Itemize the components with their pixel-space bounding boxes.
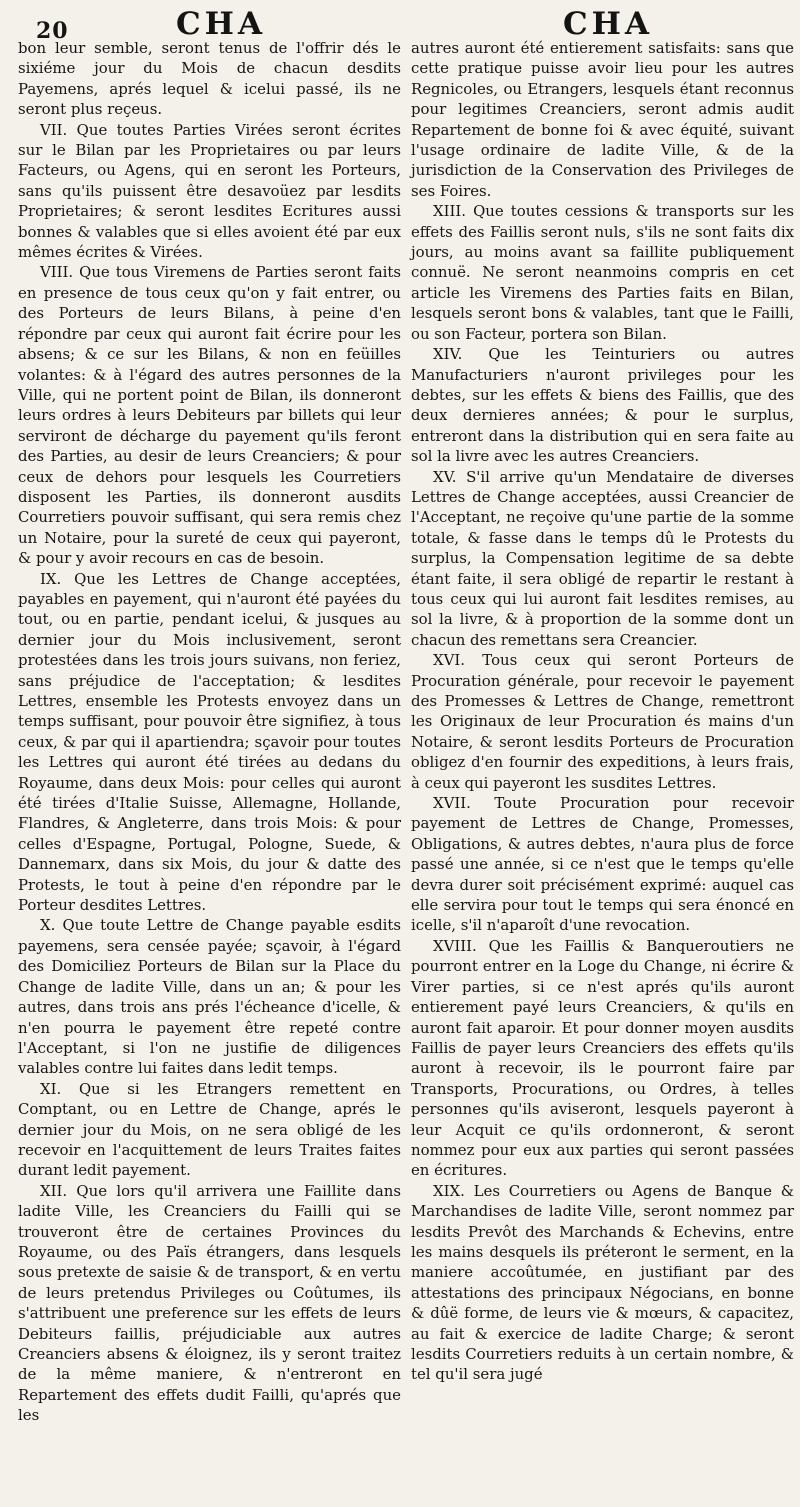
article-ix: IX. Que les Lettres de Change acceptées, payables en payement, qui n'auront été payées du tout, ou en partie, pendant icelui, & jusques au dernier jour du Mois inclusivement, seront protestées dans les trois jours suivans, non feriez, sans préjudice de l'acceptation; & lesdites Lettres, ensemble les Protests envoyez dans un temps suffisant, pour pouvoir être signifiez, à tous ceux, & par qui il apartiendra; sçavoir pour toutes les Lettres qui auront été tirées au dedans du Royaume, dans deux Mois: pour celles qui auront été tirées d'Italie Suisse, Allemagne, Hollande, Flandres, & Angleterre, dans trois Mois: & pour celles d'Espagne, Portugal, Pologne, Suede, & Dannemarx, dans six Mois, du jour & datte des Protests, le tout à peine d'en répondre par le Porteur desdites Lettres. (18, 569, 401, 915)
right-column (411, 38, 794, 1426)
left-running-title: CHA (176, 6, 267, 42)
article-xii: XII. Que lors qu'il arrivera une Faillite dans ladite Ville, les Creanciers du Failli qui se trouveront être de certaines Provinces du Royaume, ou des Païs étrangers, dans lesquels sous pretexte de saisie & de transport, & en vertu de leurs pretendus Privileges ou Coûtumes, ils s'attribuent une preference sur les effets de leurs Debiteurs faillis, préjudiciable aux autres Creanciers absens & éloignez, ils y seront traitez de la même maniere, & n'entreront en Repartement des effets dudit Failli, qu'aprés que les (18, 1181, 401, 1425)
article-xiv: XIV. Que les Teinturiers ou autres Manufacturiers n'auront privileges pour les debtes, sur les effets & biens des Faillis, que des deux dernieres années; & pour le surplus, entreront dans la distribution qui en sera faite au sol la livre avec les autres Creanciers. (411, 345, 794, 466)
article-xiii: XIII. Que toutes cessions & transports sur les effets des Faillis seront nuls, s'ils ne sont faits dix jours, au moins avant sa faillite publiquement connuë. Ne seront neanmoins compris en cet article les Viremens des Parties faits en Bilan, lesquels seront bons & valables, tant que le Failli, ou son Facteur, portera son Bilan. (411, 202, 794, 343)
text-columns (18, 38, 794, 1426)
paragraph-continuation: autres auront été entierement satisfaits: sans que cette pratique puisse avoir lieu pour les autres Regnicoles, ou Etrangers, lesquels étant reconnus pour legitimes Creanciers, seront admis audit Repartement de bonne foi & avec équité, suivant l'usage ordinaire de ladite Ville, & de la jurisdiction de la Conservation des Privileges de ses Foires. (411, 39, 794, 200)
article-viii: VIII. Que tous Viremens de Parties seront faits en presence de tous ceux qu'on y fait entrer, ou des Porteurs de leurs Bilans, à peine d'en répondre par ceux qui auront fait écrire pour les absens; & ce sur les Bilans, & non en feüilles volantes: & à l'égard des autres personnes de la Ville, qui ne portent point de Bilan, ils donneront leurs ordres à leurs Debiteurs par billets qui leur serviront de décharge du payement qu'ils feront des Parties, au desir de leurs Creanciers; & pour ceux de dehors pour lesquels les Courretiers disposent les Parties, ils donneront ausdits Courretiers pouvoir suffisant, qui sera remis chez un Notaire, pour la sureté de ceux qui payeront, & pour y avoir recours en cas de besoin. (18, 263, 401, 568)
page-number: 20 (36, 18, 69, 44)
right-running-title: CHA (563, 6, 654, 42)
article-vii: VII. Que toutes Parties Virées seront écrites sur le Bilan par les Proprietaires ou par leurs Facteurs, ou Agens, qui en seront les Porteurs, sans qu'ils puissent être desavoüez par lesdits Proprietaires; & seront lesdites Ecritures aussi bonnes & valables que si elles avoient été par eux mêmes écrites & Virées. (18, 120, 401, 262)
running-header (18, 0, 794, 44)
article-xix: XIX. Les Courretiers ou Agens de Banque & Marchandises de ladite Ville, seront nommez par lesdits Prevôt des Marchands & Echevins, entre les mains desquels ils préteront le serment, en la maniere accoûtumée, en justifiant par des attestations des principaux Négocians, en bonne & dûë forme, de leurs vie & mœurs, & capacitez, au fait & exercice de ladite Charge; & seront lesdits Courretiers reduits à un certain nombre, & tel qu'il sera jugé (411, 1181, 794, 1384)
paragraph-continuation: bon leur semble, seront tenus de l'offrir dés le sixiéme jour du Mois de chacun desdits Payemens, aprés lequel & icelui passé, ils ne seront plus reçeus. (18, 39, 401, 119)
article-xvii: XVII. Toute Procuration pour recevoir payement de Lettres de Change, Promesses, Obligations, & autres debtes, n'aura plus de force passé une année, si ce n'est que le temps qu'elle devra durer soit précisément exprimé: auquel cas elle servira pour tout le temps qui sera énoncé en icelle, s'il n'aparoît d'une revocation. (411, 794, 794, 935)
article-x: X. Que toute Lettre de Change payable esdits payemens, sera censée payée; sçavoir, à l'égard des Domiciliez Porteurs de Bilan sur la Place du Change de ladite Ville, dans un an; & pour les autres, dans trois ans prés l'écheance d'icelle, & n'en pourra le payement être repeté contre l'Acceptant, si l'on ne justifie de diligences valables contre lui faites dans ledit temps. (18, 916, 401, 1078)
article-xviii: XVIII. Que les Faillis & Banqueroutiers ne pourront entrer en la Loge du Change, ni écrire & Virer parties, si ce n'est aprés qu'ils auront entierement payé leurs Creanciers, & qu'ils en auront fait aparoir. Et pour donner moyen ausdits Faillis de payer leurs Creanciers des effets qu'ils auront à recevoir, ils le pourront faire par Transports, Procurations, ou Ordres, à telles personnes qu'ils aviseront, lesquels payeront à leur Acquit ce qu'ils ordonneront, & seront nommez pour eux aux parties qui seront passées en écritures. (411, 936, 794, 1180)
left-column (18, 38, 401, 1426)
article-xvi: XVI. Tous ceux qui seront Porteurs de Procuration générale, pour recevoir le payement des Promesses & Lettres de Change, remettront les Originaux de leur Procuration és mains d'un Notaire, & seront lesdits Porteurs de Procuration obligez d'en fournir des expeditions, à leurs frais, à ceux qui payeront les susdites Lettres. (411, 651, 794, 792)
article-xi: XI. Que si les Etrangers remettent en Comptant, ou en Lettre de Change, aprés le dernier jour du Mois, on ne sera obligé de les recevoir en l'acquittement de leurs Traites faites durant ledit payement. (18, 1079, 401, 1180)
article-xv: XV. S'il arrive qu'un Mendataire de diverses Lettres de Change acceptées, aussi Creancier de l'Acceptant, ne reçoive qu'une partie de la somme totale, & fasse dans le temps dû le Protests du surplus, la Compensation legitime de sa debte étant faite, il sera obligé de repartir le restant à tous ceux qui lui auront fait lesdites remises, au sol la livre, & à proportion de la somme dont un chacun des remettans sera Creancier. (411, 467, 794, 649)
